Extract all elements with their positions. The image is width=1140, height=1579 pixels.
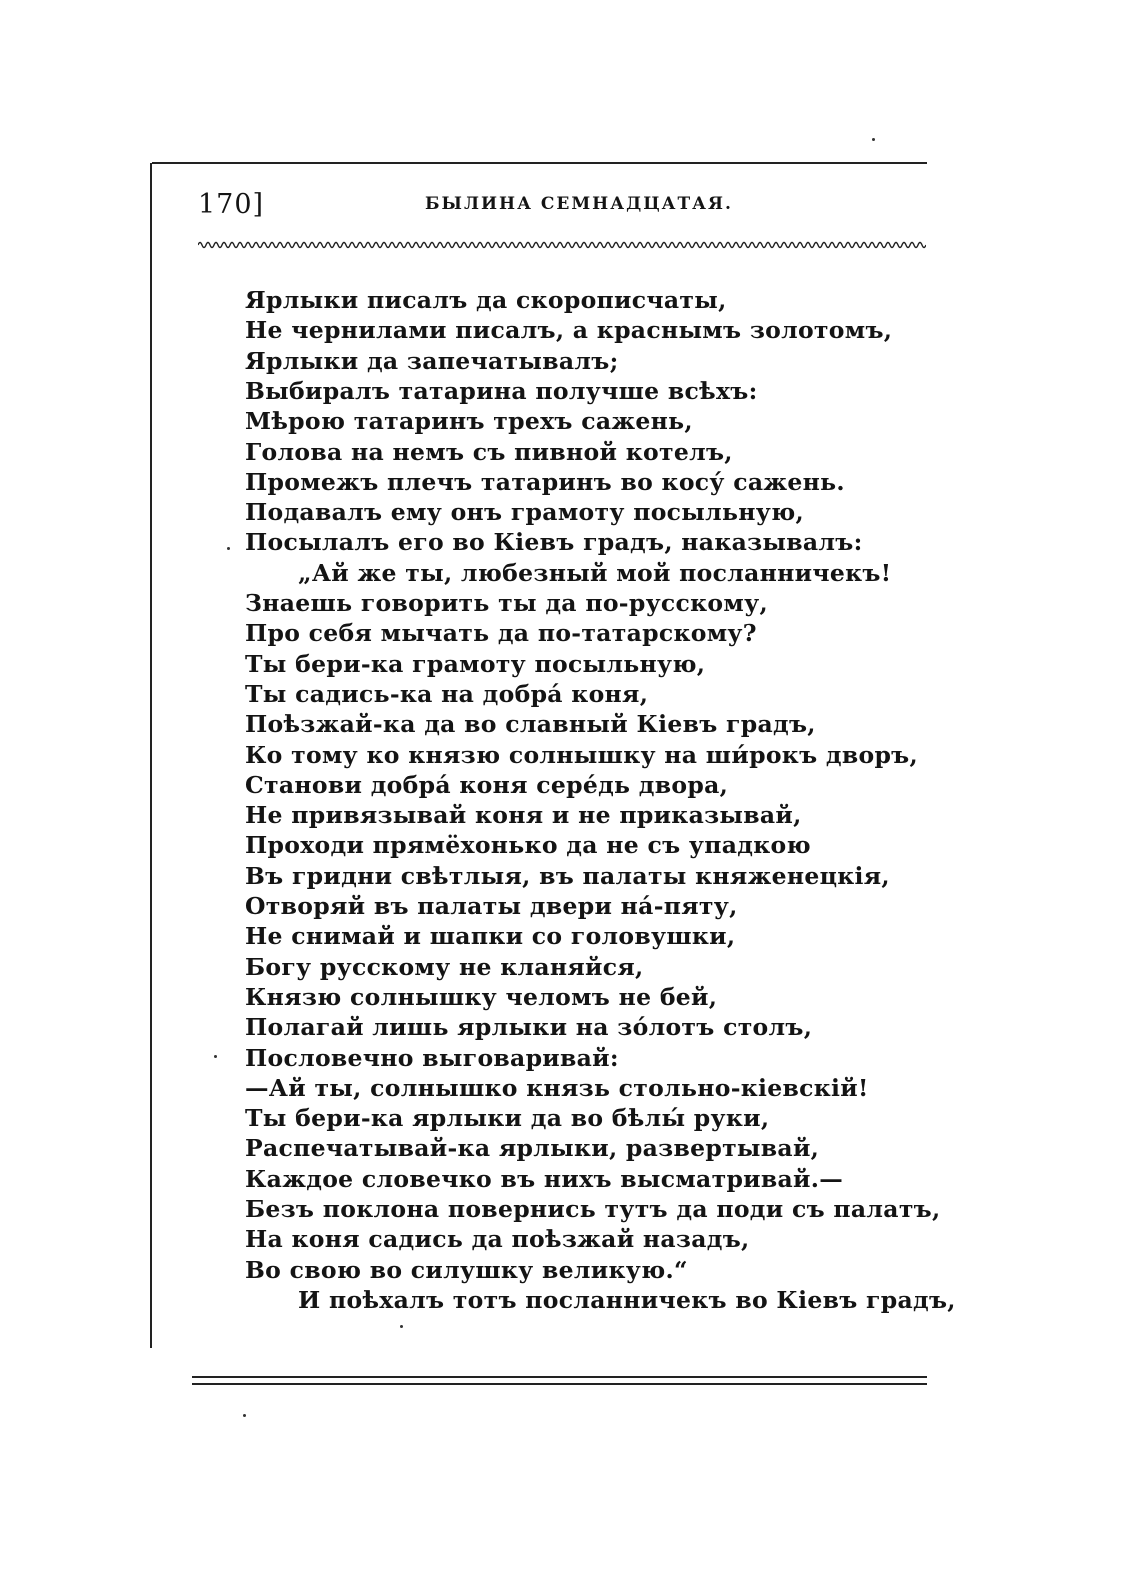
footer-rule-lower (192, 1383, 927, 1385)
scan-speck (227, 547, 230, 550)
poem-line: Про себя мычать да по-татарскому? (245, 619, 757, 648)
poem-line: Ко тому ко князю солнышку на ши́рокъ дворъ, (245, 740, 918, 769)
header-top-rule (152, 162, 927, 164)
poem-line: Каждое словечко въ нихъ высматривай.— (245, 1164, 844, 1193)
poem-line: Князю солнышку челомъ не бей, (245, 982, 718, 1011)
poem-line: Богу русскому не кланяйся, (245, 952, 644, 981)
poem-line: Станови добра́ коня сере́дь двора, (245, 770, 729, 799)
scan-speck (243, 1414, 246, 1417)
poem-line: Подавалъ ему онъ грамоту посыльную, (245, 498, 804, 527)
poem-line: „Ай же ты, любезный мой посланничекъ! (298, 558, 892, 587)
poem-line: Распечатывай-ка ярлыки, развертывай, (245, 1134, 820, 1163)
poem-line: —Ай ты, солнышко князь стольно-кіевскій! (245, 1073, 869, 1102)
poem-line: Пословечно выговаривай: (245, 1043, 619, 1072)
poem-line: Поѣзжай-ка да во славный Кіевъ градъ, (245, 710, 816, 739)
poem-line: Выбиралъ татарина получше всѣхъ: (245, 376, 758, 405)
page-number: 170] (198, 189, 265, 220)
poem-line: Промежъ плечъ татаринъ во косу́ сажень. (245, 467, 845, 496)
poem-line: Не снимай и шапки со головушки, (245, 922, 736, 951)
left-margin-rule (150, 163, 152, 1348)
scan-speck (214, 1055, 217, 1058)
poem-line: Ты садись-ка на добра́ коня, (245, 679, 649, 708)
poem-line: Полагай лишь ярлыки на зо́лотъ столъ, (245, 1013, 813, 1042)
poem-line: И поѣхалъ тотъ посланничекъ во Кіевъ градъ, (298, 1285, 956, 1314)
poem-line: На коня садись да поѣзжай назадъ, (245, 1225, 750, 1254)
wavy-divider (198, 238, 926, 252)
poem-line: Безъ поклона повернись тутъ да поди съ палатъ, (245, 1195, 941, 1223)
poem-line: Отворяй въ палаты двери на́-пяту, (245, 892, 738, 920)
poem-line: Ты бери-ка ярлыки да во бѣлы́ руки, (245, 1104, 770, 1133)
poem-line: Не привязывай коня и не приказывай, (245, 801, 802, 830)
poem-line: Въ гридни свѣтлыя, въ палаты княженецкія, (245, 861, 890, 890)
scan-speck (400, 1325, 403, 1328)
poem-line: Во свою во силушку великую.“ (245, 1255, 688, 1284)
poem-line: Мѣрою татаринъ трехъ сажень, (245, 407, 693, 436)
running-title: БЫЛИНА СЕМНАДЦАТАЯ. (425, 194, 733, 214)
poem-line: Голова на немъ съ пивной котелъ, (245, 437, 733, 466)
poem-line: Ты бери-ка грамоту посыльную, (245, 649, 706, 678)
poem-line: Ярлыки да запечатывалъ; (245, 346, 619, 375)
poem-line: Не чернилами писалъ, а краснымъ золотомъ, (245, 316, 893, 345)
poem-line: Знаешь говорить ты да по-русскому, (245, 589, 768, 617)
scan-speck (872, 138, 875, 141)
footer-rule-upper (192, 1376, 927, 1378)
poem-line: Ярлыки писалъ да скорописчаты, (245, 286, 727, 314)
poem-line: Проходи прямёхонько да не съ упадкою (245, 831, 811, 860)
poem-line: Посылалъ его во Кіевъ градъ, наказывалъ: (245, 528, 863, 557)
